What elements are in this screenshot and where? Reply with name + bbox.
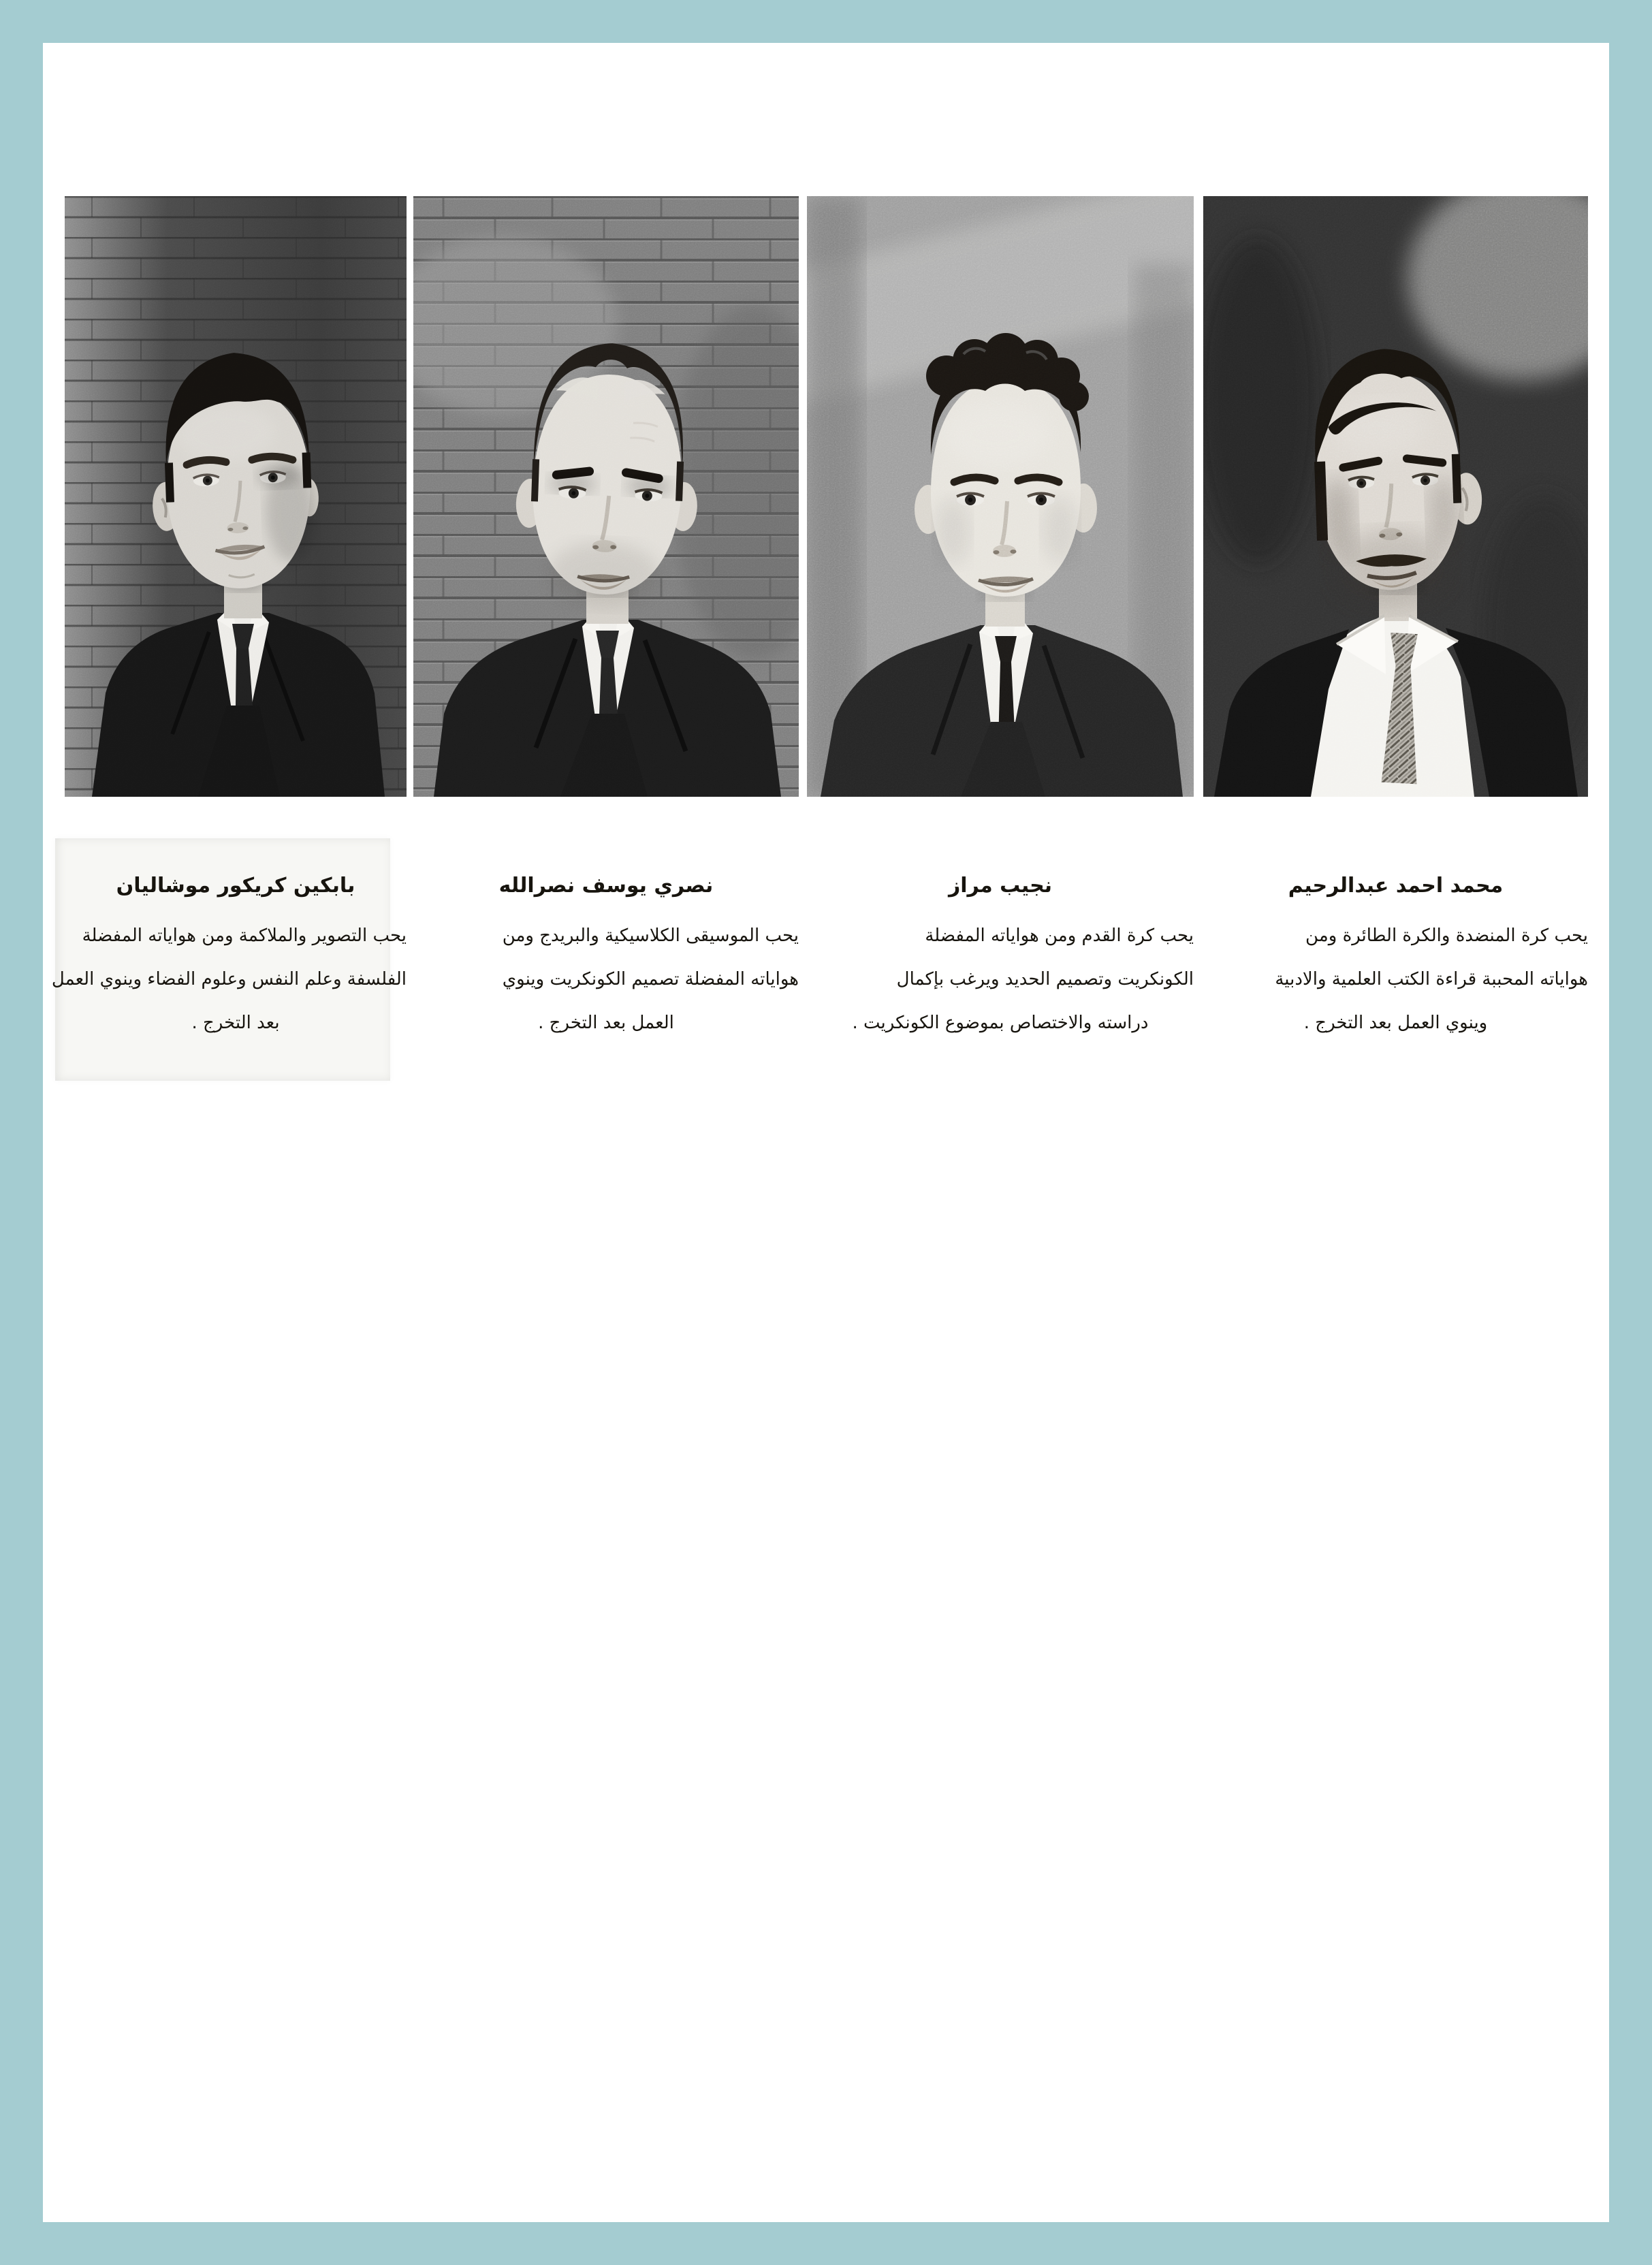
student-bio-line: يحب كرة المنضدة والكرة الطائرة ومن [1305,925,1588,946]
student-bio-line: الكونكريت وتصميم الحديد ويرغب بإكمال [896,969,1194,989]
student-name: بابكين كريكور موشاليان [116,874,355,898]
album-page [43,43,1609,2222]
portrait-photo-4-art [1203,196,1588,797]
student-bio-line: العمل بعد التخرج . [538,1013,674,1033]
student-bio-line: وينوي العمل بعد التخرج . [1303,1013,1488,1033]
student-bio-line: الفلسفة وعلم النفس وعلوم الفضاء وينوي العمل [51,969,407,989]
student-caption-1 [51,870,407,1045]
student-caption-4 [1203,870,1588,1045]
student-bio-line: هواياته المفضلة تصميم الكونكريت وينوي [502,969,799,989]
portrait-photo-2 [413,196,799,797]
portrait-photo-3-art [807,196,1194,797]
portrait-photo-4 [1203,196,1588,797]
student-name: محمد احمد عبدالرحيم [1288,874,1504,898]
portrait-photo-2-art [413,196,799,797]
student-bio-line: دراسته والاختصاص بموضوع الكونكريت . [852,1013,1149,1033]
student-caption-2 [413,870,799,1045]
portrait-photo-3 [807,196,1194,797]
student-name: نجيب مراز [948,874,1053,898]
student-bio-line: يحب كرة القدم ومن هواياته المفضلة [925,925,1194,946]
student-bio-line: بعد التخرج . [191,1013,280,1033]
student-bio-line: يحب التصوير والملاكمة ومن هواياته المفضلة [82,925,407,946]
student-bio-line: هواياته المحببة قراءة الكتب العلمية والادبية [1275,969,1588,989]
student-caption-3 [807,870,1194,1045]
portrait-photo-1 [65,196,407,797]
student-name: نصري يوسف نصرالله [498,874,714,898]
portrait-photo-1-art [65,196,407,797]
student-bio-line: يحب الموسيقى الكلاسيكية والبريدج ومن [502,925,799,946]
